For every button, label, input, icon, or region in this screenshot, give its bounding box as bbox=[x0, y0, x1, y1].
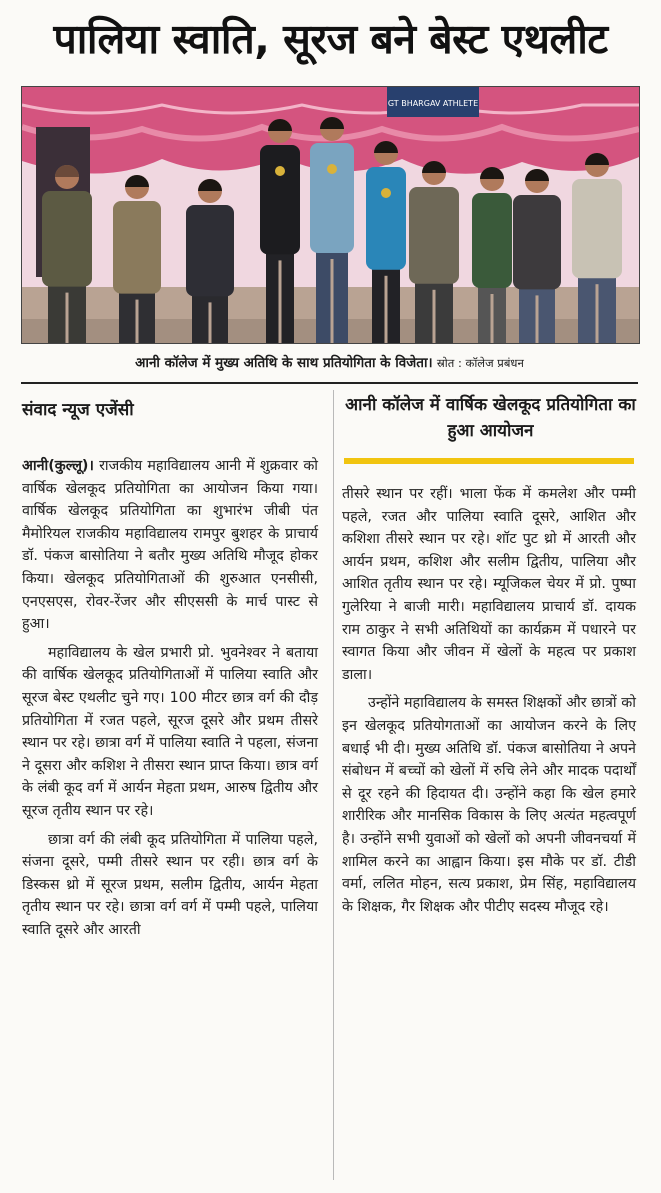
article-paragraph bbox=[22, 455, 318, 636]
subheadline: आनी कॉलेज में वार्षिक खेलकूद प्रतियोगिता का हुआ आयोजन bbox=[345, 395, 636, 441]
person-figure bbox=[42, 165, 92, 343]
article-paragraph: महाविद्यालय के खेल प्रभारी प्रो. भुवनेश्वर ने बताया की वार्षिक खेलकूद प्रतियोगिताओं में पालिया स्वाति और सूरज बेस्ट एथलीट चुने गए। 100 मीटर छात्र वर्ग की दौड़ प्रतियोगिता में रजत पहले, सूरज दूसरे और प्रथम तीसरे स्थान पर रहे। छात्रा वर्ग में पालिया स्वाति ने पहला, संजना ने दूसरा और कशिश ने तीसरा स्थान प्राप्त किया। छात्र वर्ग के लंबी कूद वर्ग में आर्यन मेहता प्रथम, आरुष द्वितीय और सूरज तृतीय स्थान पर रहे। bbox=[22, 644, 318, 819]
person-figure bbox=[472, 167, 512, 343]
person-figure bbox=[366, 141, 406, 343]
headline: पालिया स्वाति, सूरज बने बेस्ट एथलीट bbox=[53, 15, 608, 63]
person-figure bbox=[513, 169, 561, 343]
photo-caption bbox=[21, 344, 638, 384]
person-figure bbox=[572, 153, 622, 343]
person-figure bbox=[310, 117, 354, 343]
paragraph-text: राजकीय महाविद्यालय आनी में शुक्रवार को वार्षिक खेलकूद प्रतियोगिता का आयोजन किया गया। वार्षिक खेलकूद प्रतियोगिता का शुभारंभ जीबी पंत मैमोरियल राजकीय महाविद्यालय रामपुर बुशहर के प्राचार्य डॉ. पंकज बासोतिया ने बतौर मुख्य अतिथि मौजूद होकर किया। खेलकूद प्रतियोगिताओं की शुरुआत एनसीसी, एनएसएस, रोवर-रेंजर और सीएससी के मार्च पास्ट से हुआ। bbox=[22, 458, 319, 633]
article-paragraph: छात्रा वर्ग की लंबी कूद प्रतियोगिता में पालिया पहले, संजना दूसरे, पम्मी तीसरे स्थान पर रही। छात्र वर्ग के डिस्कस थ्रो में सूरज प्रथम, सलीम द्वितीय, आर्यन मेहता तृतीय स्थान पर रहे। छात्रा वर्ग वर्ग में पम्मी पहले, पालिया स्वाति दूसरे और आरती bbox=[22, 831, 318, 938]
article-paragraph: तीसरे स्थान पर रहीं। भाला फेंक में कमलेश और पम्मी पहले, रजत और पालिया स्वाति दूसरे, आशित और कशिशा तीसरे स्थान पर रहे। शॉट पुट थ्रो में आरती और आर्यन प्रथम, कशिश और सलीम द्वितीय, पालिया और आशित तृतीय स्थान पर रहे। म्यूजिकल चेयर में प्रो. पुष्पा गुलेरिया ने बाजी मारी। महाविद्यालय प्राचार्य डॉ. दायक राम ठाकुर ने सभी अतिथियों का कार्यक्रम में पधारने पर स्वागत किया और जीवन में खेलों के महत्व पर प्रकाश डाला। bbox=[342, 486, 636, 683]
byline: संवाद न्यूज एजेंसी bbox=[22, 400, 134, 420]
article-column-right bbox=[342, 483, 636, 924]
person-figure bbox=[260, 119, 300, 343]
article-column-left bbox=[22, 455, 318, 947]
banner-text: GT BHARGAV ATHLETE bbox=[387, 99, 479, 108]
subheadline-accent-rule bbox=[344, 458, 634, 464]
winners-group-photo bbox=[22, 87, 639, 343]
caption-text: आनी कॉलेज में मुख्य अतिथि के साथ प्रतियोगिता के विजेता। bbox=[135, 355, 433, 371]
event-photo bbox=[21, 86, 640, 344]
article-paragraph: उन्होंने महाविद्यालय के समस्त शिक्षकों और छात्रों को इन खेलकूद प्रतियोगताओं का आयोजन करने के लिए बधाई भी दी। मुख्य अतिथि डॉ. पंकज बासोतिया ने अपने संबोधन में बच्चों को खेलों में रुचि लेने और मादक पदार्थों से दूर रहने की हिदायत दी। उन्होंने कहा कि खेल हमारे शारीरिक और मानसिक विकास के लिए अत्यंत महत्वपूर्ण है। उन्होंने सभी युवाओं को खेलों को अपनी जीवनचर्या में शामिल करने का आह्वान किया। इस मौके पर डॉ. टीडी वर्मा, ललित मोहन, सत्य प्रकाश, प्रेम सिंह, महाविद्यालय के शिक्षक, गैर शिक्षक और पीटीए सदस्य मौजूद रहे। bbox=[342, 695, 636, 915]
person-figure bbox=[409, 161, 459, 343]
column-divider bbox=[333, 390, 334, 1180]
dateline: आनी(कुल्लू)। bbox=[22, 458, 94, 474]
caption-source: स्रोत : कॉलेज प्रबंधन bbox=[436, 356, 524, 370]
